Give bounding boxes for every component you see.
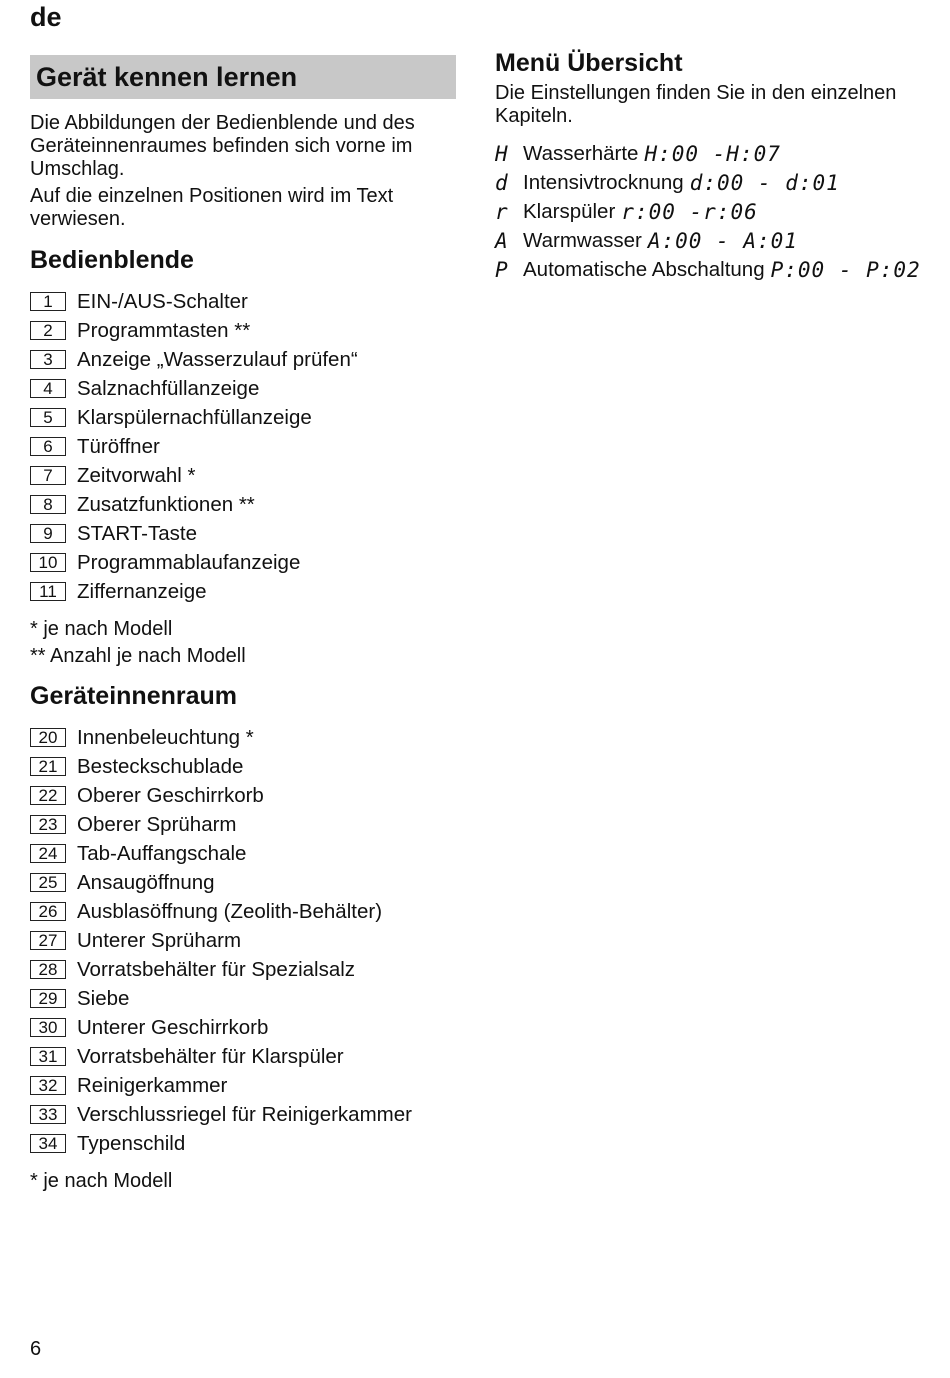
footnote-count: ** Anzahl je nach Modell [30, 645, 246, 667]
menu-range: P:00 - P:02 [770, 257, 921, 282]
menu-label: Intensivtrocknung [523, 170, 684, 194]
position-number: 31 [30, 1047, 66, 1066]
page-number: 6 [30, 1338, 42, 1360]
position-number: 1 [30, 292, 66, 311]
position-number: 28 [30, 960, 66, 979]
menu-label: Wasserhärte [523, 141, 639, 165]
menu-code: r [495, 199, 508, 224]
menu-item [495, 197, 935, 226]
menu-item [495, 255, 935, 284]
item-label: EIN-/AUS-Schalter [77, 289, 248, 313]
item-label: Oberer Geschirrkorb [77, 783, 264, 807]
menu-label: Automatische Abschaltung [523, 257, 765, 281]
list-item [30, 926, 456, 955]
item-label: Anzeige „Wasserzulauf prüfen“ [77, 347, 358, 371]
item-label: Unterer Sprüharm [77, 928, 242, 952]
item-label: Salznachfüllanzeige [77, 376, 260, 400]
right-column [495, 48, 935, 284]
menu-item [495, 139, 935, 168]
position-number: 34 [30, 1134, 66, 1153]
item-label: Tab-Auffangschale [77, 841, 247, 865]
footnote-model-2: * je nach Modell [30, 1170, 173, 1192]
position-number: 30 [30, 1018, 66, 1037]
list-item [30, 345, 456, 374]
position-number: 27 [30, 931, 66, 950]
menu-range: A:00 - A:01 [647, 228, 798, 253]
position-number: 32 [30, 1076, 66, 1095]
position-number: 9 [30, 524, 66, 543]
position-number: 21 [30, 757, 66, 776]
position-number: 10 [30, 553, 66, 572]
list-item [30, 723, 456, 752]
position-number: 22 [30, 786, 66, 805]
item-label: Innenbeleuchtung * [77, 725, 254, 749]
menu-code: H [495, 141, 508, 166]
item-label: Ausblasöffnung (Zeolith-Behälter) [77, 899, 383, 923]
list-item [30, 810, 456, 839]
item-label: Ansaugöffnung [77, 870, 215, 894]
menu-range: d:00 - d:01 [689, 170, 840, 195]
list-item [30, 897, 456, 926]
position-number: 26 [30, 902, 66, 921]
list-item [30, 374, 456, 403]
left-column [30, 55, 456, 1195]
menu-code: d [495, 170, 508, 195]
position-number: 25 [30, 873, 66, 892]
list-item [30, 490, 456, 519]
language-code: de [30, 2, 62, 32]
list-item [30, 287, 456, 316]
list-item [30, 1013, 456, 1042]
item-label: Türöffner [77, 434, 160, 458]
page-title: Gerät kennen lernen [30, 55, 456, 99]
menu-label: Klarspüler [523, 199, 616, 223]
menu-item [495, 226, 935, 255]
menu-overview-heading: Menü Übersicht [495, 49, 683, 77]
intro-paragraph: Die Abbildungen der Bedienblende und des Geräteinnenraumes befinden sich vorne im Umschlag. [30, 112, 415, 180]
list-item [30, 1100, 456, 1129]
list-item [30, 1129, 456, 1158]
position-number: 11 [30, 582, 66, 601]
item-label: Zeitvorwahl * [77, 463, 196, 487]
bedienblende-list [30, 287, 456, 606]
list-item [30, 548, 456, 577]
item-label: Zusatzfunktionen ** [77, 492, 255, 516]
position-number: 8 [30, 495, 66, 514]
list-item [30, 403, 456, 432]
position-number: 24 [30, 844, 66, 863]
list-item [30, 577, 456, 606]
item-label: Klarspülernachfüllanzeige [77, 405, 312, 429]
menu-intro: Die Einstellungen finden Sie in den einzelnen Kapiteln. [495, 82, 897, 127]
reference-paragraph: Auf die einzelnen Positionen wird im Text verwiesen. [30, 185, 394, 230]
list-item [30, 839, 456, 868]
list-item [30, 984, 456, 1013]
item-label: Vorratsbehälter für Spezialsalz [77, 957, 356, 981]
item-label: Vorratsbehälter für Klarspüler [77, 1044, 344, 1068]
menu-code: A [495, 228, 508, 253]
position-number: 29 [30, 989, 66, 1008]
section-heading-bedienblende: Bedienblende [30, 246, 194, 274]
list-item [30, 519, 456, 548]
list-item [30, 316, 456, 345]
position-number: 23 [30, 815, 66, 834]
list-item [30, 432, 456, 461]
item-label: Verschlussriegel für Reinigerkammer [77, 1102, 412, 1126]
item-label: Unterer Geschirrkorb [77, 1015, 269, 1039]
position-number: 33 [30, 1105, 66, 1124]
position-number: 20 [30, 728, 66, 747]
footnote-model: * je nach Modell [30, 618, 173, 640]
item-label: Typenschild [77, 1131, 186, 1155]
position-number: 5 [30, 408, 66, 427]
list-item [30, 1042, 456, 1071]
position-number: 6 [30, 437, 66, 456]
item-label: Programmtasten ** [77, 318, 251, 342]
list-item [30, 1071, 456, 1100]
item-label: Programmablaufanzeige [77, 550, 301, 574]
menu-code: P [495, 257, 508, 282]
item-label: Siebe [77, 986, 130, 1010]
list-item [30, 752, 456, 781]
menu-list [495, 139, 935, 284]
position-number: 2 [30, 321, 66, 340]
list-item [30, 868, 456, 897]
menu-label: Warmwasser [523, 228, 642, 252]
position-number: 3 [30, 350, 66, 369]
list-item [30, 955, 456, 984]
item-label: START-Taste [77, 521, 197, 545]
menu-range: H:00 -H:07 [644, 141, 781, 166]
menu-range: r:00 -r:06 [621, 199, 758, 224]
list-item [30, 461, 456, 490]
list-item [30, 781, 456, 810]
item-label: Reinigerkammer [77, 1073, 228, 1097]
item-label: Oberer Sprüharm [77, 812, 237, 836]
item-label: Ziffernanzeige [77, 579, 207, 603]
section-heading-geraeteinnenraum: Geräteinnenraum [30, 682, 238, 710]
position-number: 4 [30, 379, 66, 398]
item-label: Besteckschublade [77, 754, 244, 778]
geraeteinnenraum-list [30, 723, 456, 1158]
position-number: 7 [30, 466, 66, 485]
menu-item [495, 168, 935, 197]
